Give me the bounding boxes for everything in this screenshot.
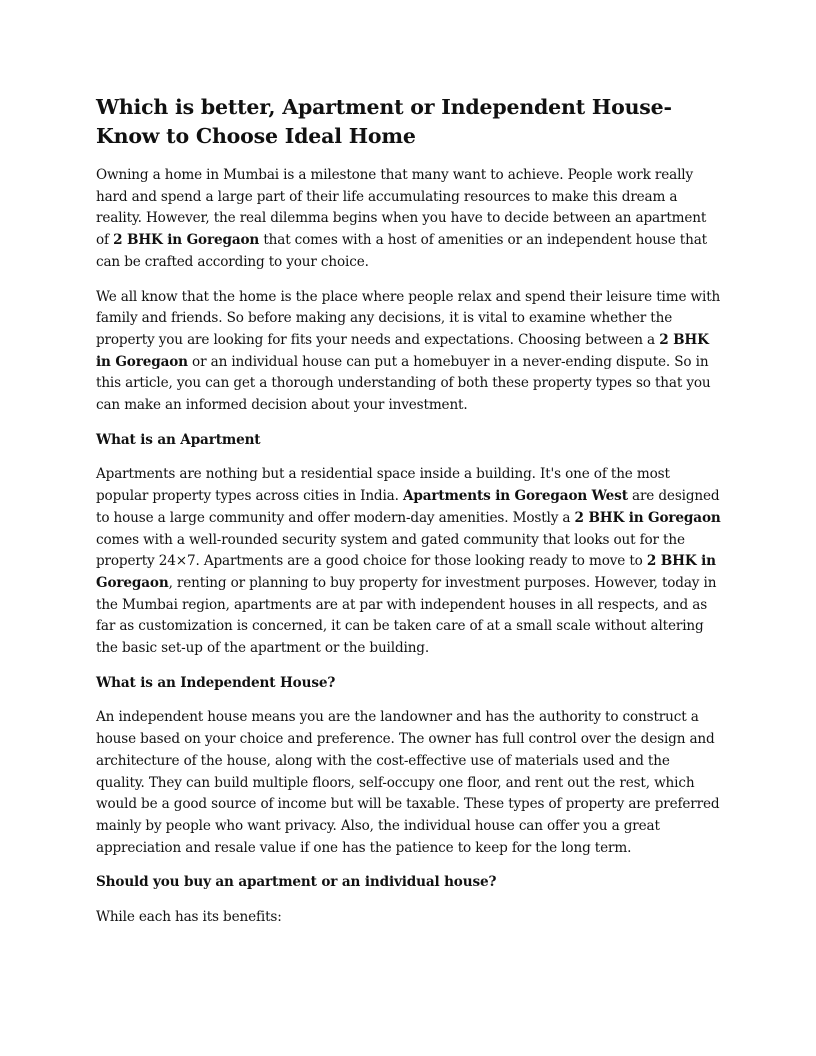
- text-run: comes with a well-rounded security system and gated community that looks out for the property 24×7. Apartments are a good choice for those looking ready to move to: [96, 531, 685, 570]
- bold-term: 2 BHK in Goregaon: [113, 232, 260, 249]
- text-run: or an individual house can put a homebuyer in a never-ending dispute. So in this article, you can get a thorough understanding of both these property types so that you can make an informed decision about your investment.: [96, 353, 711, 414]
- text-run: , renting or planning to buy property for investment purposes. However, today in the Mumbai region, apartments are at par with independent houses in all respects, and as far as customization is concerned, it can be taken care of at a small scale without altering the basic set-up of the apartment or the building.: [96, 574, 717, 657]
- section-heading-house: What is an Independent House?: [96, 674, 336, 691]
- text-run: Owning a home in Mumbai is a milestone that many want to achieve. People work really hard and spend a large part of their life accumulating resources to make this dream a reality. However, the real dilemma begins when you have to decide between an apartment of: [96, 167, 707, 249]
- section-heading-apartment: What is an Apartment: [96, 431, 261, 448]
- benefits-intro: While each has its benefits:: [96, 909, 282, 926]
- page-title: Which is better, Apartment or Independent House- Know to Choose Ideal Home: [96, 95, 672, 148]
- text-run: are designed to house a large community and offer modern-day amenities. Mostly a: [96, 488, 720, 526]
- text-run: We all know that the home is the place where people relax and spend their leisure time with family and friends. So before making any decisions, it is vital to examine whether the property you are looking for fits your needs and expectations. Choosing between a: [96, 288, 721, 348]
- section-heading-buy: Should you buy an apartment or an individual house?: [96, 874, 497, 891]
- text-run: Apartments are nothing but a residential space inside a building. It's one of the most popular property types across cities in India.: [96, 466, 670, 505]
- document-page: [96, 93, 722, 942]
- second-paragraph: [96, 287, 722, 417]
- text-run: that comes with a host of amenities or an independent house that can be crafted according to your choice.: [96, 232, 707, 270]
- house-paragraph: An independent house means you are the landowner and has the authority to construct a house based on your choice and preference. The owner has full control over the design and architecture of the house, along with the cost-effective use of materials used and the quality. They can build multiple floors, self-occupy one floor, and rent out the rest, which would be a good source of income but will be taxable. These types of property are preferred mainly by people who want privacy. Also, the individual house can offer you a great appreciation and resale value if one has the patience to keep for the long term.: [96, 709, 720, 856]
- intro-paragraph: [96, 165, 722, 274]
- bold-term: 2 BHK in Goregaon: [96, 553, 716, 591]
- bold-term: Apartments in Goregaon West: [402, 488, 628, 505]
- bold-term: 2 BHK in Goregaon: [574, 509, 721, 526]
- apartment-paragraph: [96, 464, 722, 659]
- bold-term: 2 BHK in Goregaon: [96, 331, 709, 370]
